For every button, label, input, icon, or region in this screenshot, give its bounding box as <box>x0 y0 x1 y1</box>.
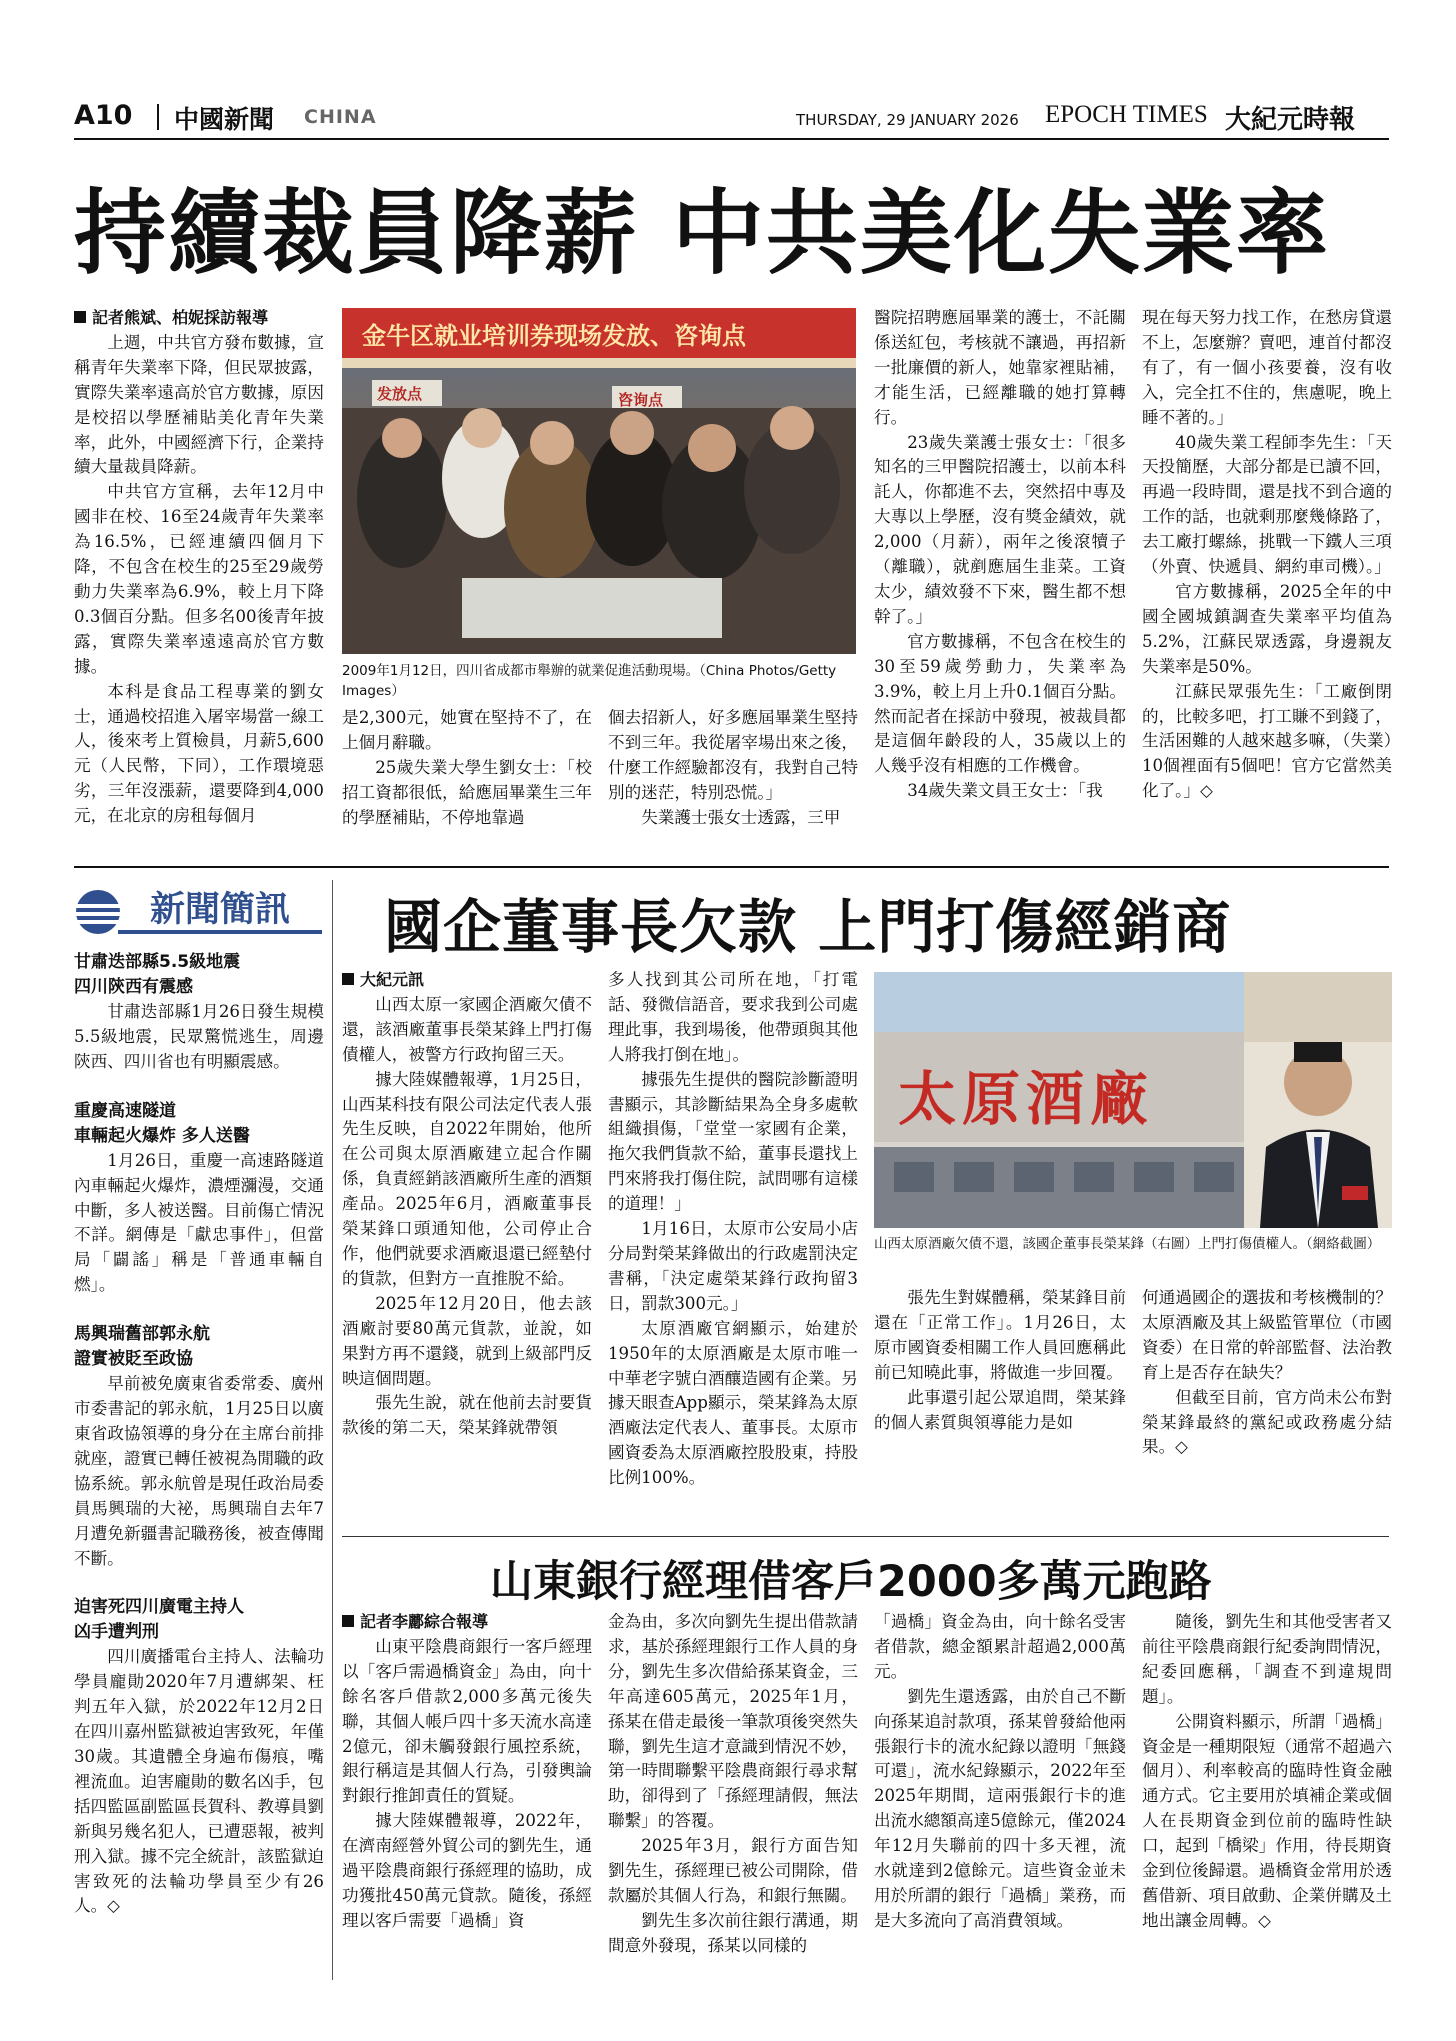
briefs-logo-icon <box>74 888 122 936</box>
photo-sign-text: 发放点 <box>377 385 423 403</box>
section-name-en: CHINA <box>304 106 377 128</box>
brief-item: 重慶高速隧道 車輛起火爆炸 多人送醫 1月26日，重慶一高速路隧道內車輛起火爆炸，濃煙瀰漫，交通中斷，多人被送醫。目前傷亡情況不詳。網傳是「獻忠事件」，但當局「闢謠」稱是「普通車輛自燃」。 <box>74 1100 324 1295</box>
headline-3: 山東銀行經理借客戶2000多萬元跑路 <box>490 1557 1212 1607</box>
headline-1: 持續裁員降薪 中共美化失業率 <box>74 180 1331 287</box>
header-divider <box>157 104 159 130</box>
brewery-sign-text: 太原酒廠 <box>898 1065 1155 1133</box>
photo-sign-text: 咨询点 <box>618 391 664 409</box>
article3-col1: 記者李酈綜合報導 山東平陰農商銀行一客戶經理以「客戶需過橋資金」為由，向十餘名客戶借款2,000多萬元後失聯，其個人帳戶四十多天流水高達2億元，卻未觸發銀行風控系統，銀行稱這是其個人行為，引發輿論對銀行推卸責任的質疑。 據大陸媒體報導，2022年，在濟南經營外貿公司的劉先生，通過平陰農商銀行孫經理的協助，成功獲批450萬元貸款。隨後，孫經理以客戶需要「過橋」資 <box>342 1612 592 1930</box>
article1-col5: 現在每天努力找工作，在愁房貸還不上，怎麼辦？賣吧，連首付都沒有了，有一個小孩要養，沒有收入，完全扛不住的，焦慮呢，晚上睡不著的。」 40歲失業工程師李先生：「天天投簡歷，大部分都是已讀不回，再過一段時間，還是找不到合適的工作的話，也就剩那麼幾條路了，去工廠打螺絲，挑戰一下鐵人三項（外賣、快遞員、網約車司機）。」 官方數據稱，2025全年的中國全國城鎮調查失業率平均值為5.2%，江蘇民眾透露，身邊親友失業率是50%。 江蘇民眾張先生：「工廠倒閉的，比較多吧，打工賺不到錢了，生活困難的人越來越多嘛，（失業）10個裡面有5個吧！官方它當然美化了。」◇ <box>1142 308 1392 801</box>
article1-col1: 記者熊斌、柏妮採訪報導 上週，中共官方發布數據，宣稱青年失業率下降，但民眾披露，實際失業率遠高於官方數據，原因是校招以學歷補貼美化青年失業率，此外，中國經濟下行，企業持續大量裁員降薪。 中共官方宣稱，去年12月中國非在校、16至24歲青年失業率為16.5%，已經連續四個月下降，不包含在校生的25至29歲勞動力失業率為6.9%，較上月下降0.3個百分點。但多名00後青年披露，實際失業率遠遠高於官方數據。 本科是食品工程專業的劉女士，通過校招進入屠宰場當一線工人，後來考上質檢員，月薪5,600元（人民幣，下同），工作環境惡劣，三年沒漲薪，還要降到4,000元，在北京的房租每個月 <box>74 308 324 826</box>
article3-col4: 隨後，劉先生和其他受害者又前往平陰農商銀行紀委詢問情況，紀委回應稱，「調查不到違規問題」。 公開資料顯示，所謂「過橋」資金是一種期限短（通常不超過六個月）、利率較高的臨時性資金融通方式。它主要用於填補企業或個人在長期資金到位前的臨時性缺口，起到「橋梁」作用，待長期資金到位後歸還。過橋資金常用於透舊借新、項目啟動、企業併購及土地出讓金周轉。◇ <box>1142 1612 1392 1930</box>
article3-col2: 金為由，多次向劉先生提出借款請求，基於孫經理銀行工作人員的身分，劉先生多次借給孫某資金，三年高達605萬元，2025年1月，孫某在借走最後一筆款項後突然失聯，劉先生這才意識到情況不妙，第一時間聯繫平陰農商銀行尋求幫助，卻得到了「孫經理請假，無法聯繫」的答覆。 2025年3月，銀行方面告知劉先生，孫經理已被公司開除，借款屬於其個人行為，和銀行無關。 劉先生多次前往銀行溝通，期間意外發現，孫某以同樣的 <box>608 1612 858 1955</box>
issue-date: THURSDAY, 29 JANUARY 2026 <box>796 111 1019 129</box>
article2-col3: 張先生對媒體稱，榮某鋒目前還在「正常工作」。1月26日，太原市國資委相關工作人員回應稱此前已知曉此事，將做進一步回覆。 此事還引起公眾追問，榮某鋒的個人素質與領導能力是如 <box>874 1288 1126 1432</box>
section-divider <box>74 866 1389 868</box>
section-name: 中國新聞 <box>174 105 275 134</box>
section-divider <box>342 1536 1389 1537</box>
paper-name-en: EPOCH TIMES <box>1045 101 1208 128</box>
photo-caption: 山西太原酒廠欠債不還，該國企董事長榮某鋒（右圖）上門打傷債權人。（網絡截圖） <box>874 1236 1381 1252</box>
photo-banner-text: 金牛区就业培训券现场发放、咨询点 <box>362 322 746 350</box>
briefs-title: 新聞簡訊 <box>150 890 291 930</box>
headline-2: 國企董事長欠款 上門打傷經銷商 <box>384 893 1232 961</box>
photo-caption: 2009年1月12日，四川省成都市舉辦的就業促進活動現場。（China Photos/Getty Images） <box>342 663 837 699</box>
paper-name-zh: 大紀元時報 <box>1225 105 1356 135</box>
article2-col2: 多人找到其公司所在地，「打電話、發微信語音，要求我到公司處理此事，我到場後，他帶頭與其他人將我打倒在地」。 據張先生提供的醫院診斷證明書顯示，其診斷結果為全身多處軟組織損傷，「堂堂一家國有企業，拖欠我們貨款不給，董事長還找上門來將我打傷住院，試問哪有這樣的道理！」 1月16日，太原市公安局小店分局對榮某鋒做出的行政處罰決定書稱，「決定處榮某鋒行政拘留3日，罰款300元。」 太原酒廠官網顯示，始建於1950年的太原酒廠是太原市唯一中華老字號白酒釀造國有企業。另據天眼查App顯示，榮某鋒為太原酒廠法定代表人、董事長。太原市國資委為太原酒廠控股股東，持股比例100%。 <box>608 970 858 1488</box>
article3-col3: 「過橋」資金為由，向十餘名受害者借款，總金額累計超過2,000萬元。 劉先生還透露，由於自己不斷向孫某追討款項，孫某曾發給他兩張銀行卡的流水紀錄以證明「無錢可還」，流水紀錄顯示，2022年至2025年期間，這兩張銀行卡的進出流水總額高達5億餘元，僅2024年12月失聯前的四十多天裡，流水就達到2億餘元。這些資金並未用於所謂的銀行「過橋」業務，而是大多流向了高消費領域。 <box>874 1612 1126 1930</box>
brief-item: 迫害死四川廣電主持人 凶手遭判刑 四川廣播電台主持人、法輪功學員龐勛2020年7月遭綁架、枉判五年入獄，於2022年12月2日在四川嘉州監獄被迫害致死，年僅30歲。其遺體全身遍布傷痕，嘴裡流血。迫害龐勛的數名凶手，包括四監區副監區長賀科、教導員劉新與另幾名犯人，已遭惡報，被判刑入獄。據不完全統計，該監獄迫害致死的法輪功學員至少有26人。◇ <box>74 1597 324 1916</box>
header-rule <box>74 138 1389 140</box>
article1-col4: 醫院招聘應屆畢業的護士，不託關係送紅包，考核就不讓過，再招新一批廉價的新人，她靠家裡貼補，才能生活，已經離職的她打算轉行。 23歲失業護士張女士：「很多知名的三甲醫院招護士，以前本科託人，你都進不去，突然招中專及大專以上學歷，沒有獎金績效，就2,000（月薪），兩年之後滾犢子（離職），就剷應屆生韭菜。工資太少，績效發不下來，醫生都不想幹了。」 官方數據稱，不包含在校生的30至59歲勞動力，失業率為3.9%，較上月上升0.1個百分點。然而記者在採訪中發現，被裁員都是這個年齡段的人，35歲以上的人幾乎沒有相應的工作機會。 34歲失業文員王女士：「我 <box>874 308 1126 801</box>
page-number: A10 <box>74 100 133 131</box>
brief-item: 馬興瑞舊部郭永航 證實被貶至政協 早前被免廣東省委常委、廣州市委書記的郭永航，1月25日以廣東省政協領導的身分在主席台前排就座，證實已轉任被視為閒職的政協系統。郭永航曾是現任政治局委員馬興瑞的大袐，馬興瑞自去年7月遭免新疆書記職務後，被查傳聞不斷。 <box>74 1324 324 1568</box>
brief-item: 甘肅迭部縣5.5級地震 四川陝西有震感 甘肅迭部縣1月26日發生規模5.5級地震，民眾驚慌逃生，周邊陝西、四川省也有明顯震感。 <box>74 952 324 1071</box>
article1-col2: 是2,300元，她實在堅持不了，在上個月辭職。 25歲失業大學生劉女士：「校招工資都很低，給應屆畢業生三年的學歷補貼，不停地靠過 <box>342 708 592 827</box>
article2-col1: 大紀元訊 山西太原一家國企酒廠欠債不還，該酒廠董事長榮某鋒上門打傷債權人，被警方行政拘留三天。 據大陸媒體報導，1月25日，山西某科技有限公司法定代表人張先生反映，自2022年開始，他所在公司與太原酒廠建立起合作關係，負責經銷該酒廠所生產的酒類產品。2025年6月，酒廠董事長榮某鋒口頭通知他，公司停止合作，他們就要求酒廠退還已經墊付的貨款，但對方一直推脫不給。 2025年12月20日，他去該酒廠討要80萬元貨款，並說，如果對方再不還錢，就到上級部門反映這個問題。 張先生說，就在他前去討要貨款後的第二天，榮某鋒就帶領 <box>342 970 592 1438</box>
job-fair-photo <box>342 308 856 654</box>
briefs-column <box>74 950 324 1970</box>
article2-col4: 何通過國企的選拔和考核機制的？太原酒廠及其上級監管單位（市國資委）在日常的幹部監督、法治教育上是否存在缺失？ 但截至目前，官方尚未公布對榮某鋒最終的黨紀或政務處分結果。◇ <box>1142 1288 1392 1457</box>
article1-col3: 個去招新人，好多應屆畢業生堅持不到三年。我從屠宰場出來之後，什麼工作經驗都沒有，我對自己特別的迷茫，特別恐慌。」 失業護士張女士透露，三甲 <box>608 708 858 827</box>
column-divider <box>332 880 333 1980</box>
brewery-photo <box>874 972 1392 1228</box>
